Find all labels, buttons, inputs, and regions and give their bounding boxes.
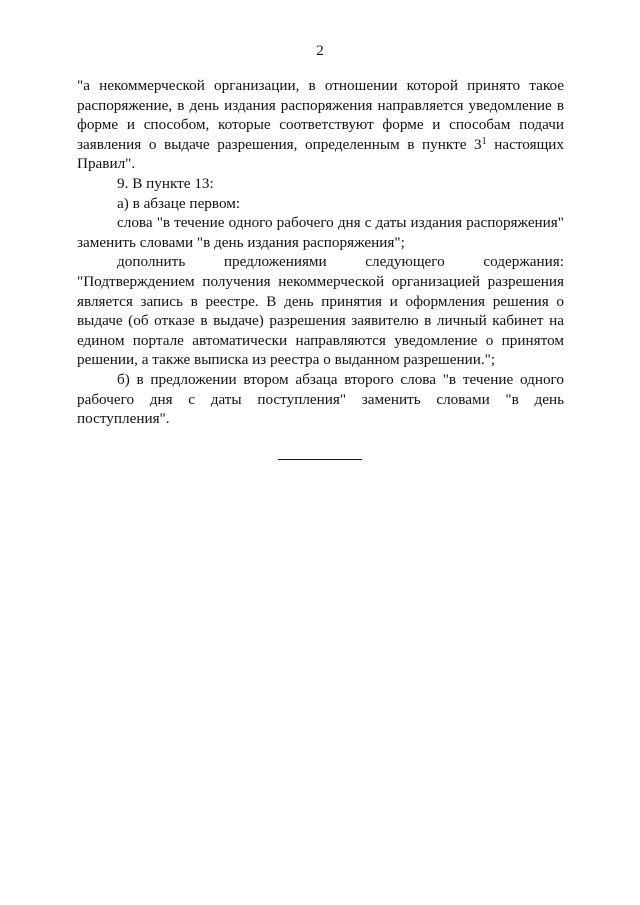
- supplement-word-4: содержания:: [483, 253, 564, 271]
- paragraph-notification-text: "а некоммерческой организации, в отношении которой принято такое распоряжение, в день издания распоряжения направляется уведомление в форме и способом, которые соответствуют форме и способам подачи заявления о выдаче разрешения, определенным в пункте 3: [77, 77, 564, 153]
- paragraph-supplement-first-line: [77, 252, 564, 272]
- paragraph-notification: [77, 76, 564, 174]
- page-number: 2: [316, 43, 324, 59]
- document-body: [77, 76, 564, 429]
- paragraph-notification-tail: настоящих Правил".: [77, 135, 564, 173]
- footnote-superscript: 1: [481, 135, 487, 147]
- supplement-word-1: дополнить: [117, 253, 186, 271]
- paragraph-supplement-text: "Подтверждением получения некоммерческой организацией разрешения является запись в реестре. В день принятия и оформления решения о выдаче (об отказе в выдаче) разрешения заявителю в личный кабинет на едином портале автоматически направляются уведомление о принятом решении, а также выписка из реестра о выданном разрешении.";: [77, 272, 564, 369]
- closing-rule-divider: [278, 459, 362, 460]
- paragraph-replace-words: слова "в течение одного рабочего дня с даты издания распоряжения" заменить словами "в день издания распоряжения";: [77, 214, 564, 251]
- paragraph-subitem-b: б) в предложении втором абзаца второго слова "в течение одного рабочего дня с даты поступления" заменить словами "в день поступления".: [77, 370, 564, 428]
- supplement-word-3: следующего: [365, 253, 445, 271]
- paragraph-item-9: 9. В пункте 13:: [117, 174, 214, 192]
- paragraph-subitem-a: а) в абзаце первом:: [117, 194, 241, 212]
- supplement-word-2: предложениями: [223, 253, 327, 271]
